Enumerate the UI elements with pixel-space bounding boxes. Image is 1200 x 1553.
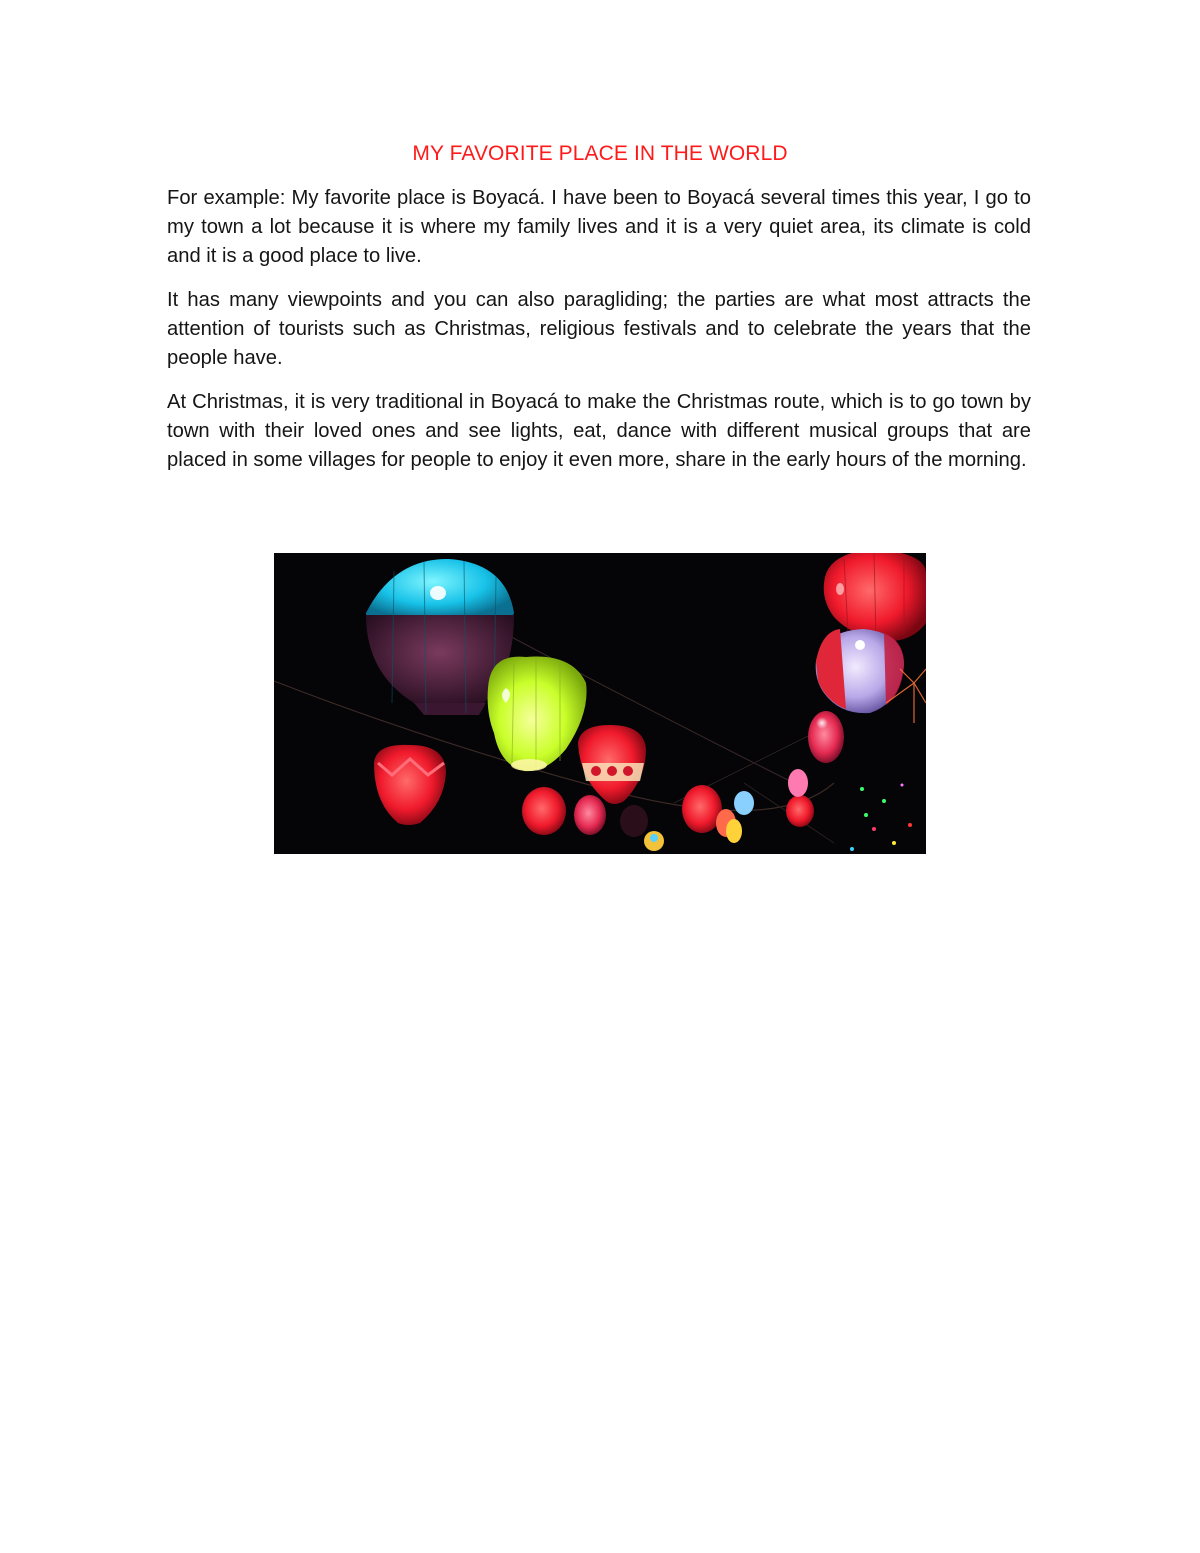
lantern-small-red [522,787,566,835]
paragraph-intro: For example: My favorite place is Boyacá. I have been to Boyacá several times this year, I go to my town a lot because it is where my family lives and it is a very quiet area, its climate is cold and it is a good place to live. [167,187,1031,267]
paragraph-christmas: At Christmas, it is very traditional in Boyacá to make the Christmas route, which is to go town by town with their loved ones and see lights, eat, dance with different musical groups that are placed in some villages for people to enjoy it even more, share in the early hours of the morning. [167,391,1031,471]
lantern-photo [274,553,926,854]
paragraph-attractions: It has many viewpoints and you can also paragliding; the parties are what most attracts the attention of tourists such as Christmas, religious festivals and to celebrate the years that the people have. [167,289,1031,369]
document-body [167,184,1031,490]
lantern-small-pink [574,795,606,835]
document-title: MY FAVORITE PLACE IN THE WORLD [412,142,788,165]
lantern-illustration [274,553,926,854]
